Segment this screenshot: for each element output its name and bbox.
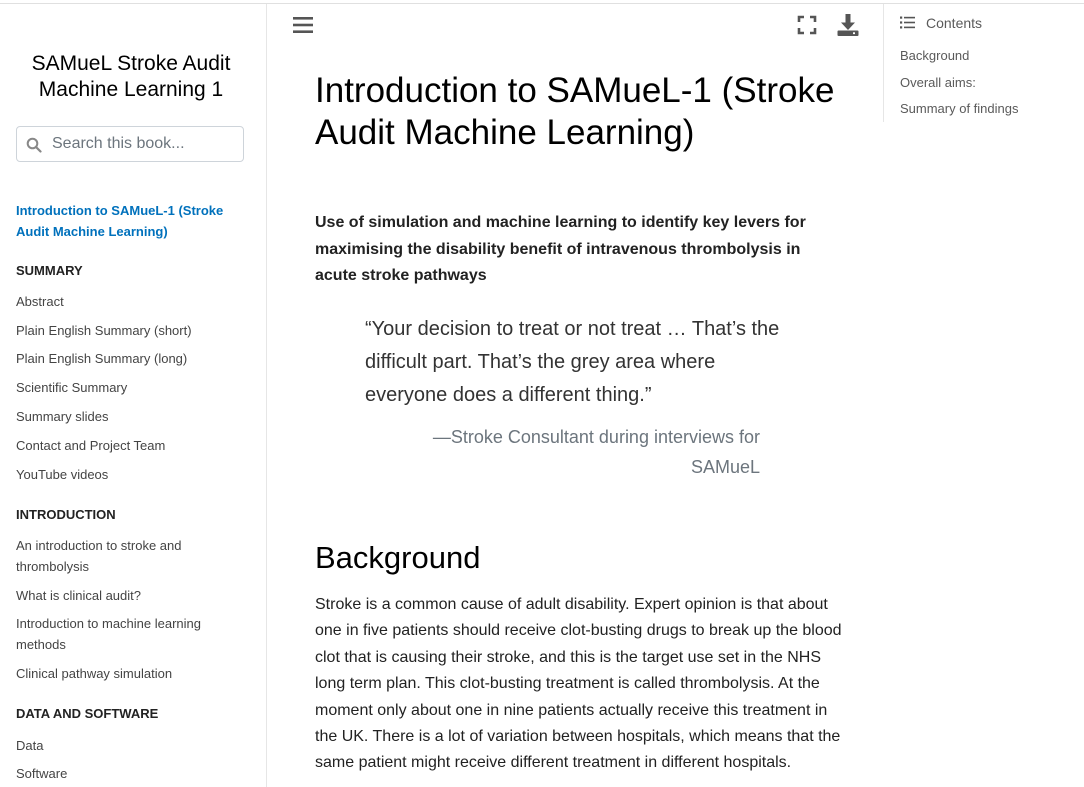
toc-item-summary-findings[interactable]: Summary of findings xyxy=(900,101,1019,116)
toc-item-background[interactable]: Background xyxy=(900,48,970,63)
nav-item-software[interactable]: Software xyxy=(16,766,68,781)
sidebar xyxy=(0,4,267,787)
page-title: Introduction to SAMueL-1 (Stroke Audit Machine Learning) xyxy=(315,71,835,152)
toc-label: Contents xyxy=(926,15,983,31)
nav-item-introduction-samuel-1[interactable]: Introduction to SAMueL-1 (Stroke Audit Machine Learning) xyxy=(16,203,224,239)
nav-heading-data-software: DATA AND SOFTWARE xyxy=(16,706,159,721)
nav-item-youtube-videos[interactable]: YouTube videos xyxy=(16,467,109,482)
page-subtitle: Use of simulation and machine learning to identify key levers for maximising the disability benefit of intravenous thrombolysis in acute stroke pathways xyxy=(315,214,806,284)
list-icon xyxy=(900,16,915,29)
search-input[interactable] xyxy=(52,127,237,161)
background-paragraph: Stroke is a common cause of adult disability. Expert opinion is that about one in five patients should receive clot-busting drugs to break up the blood clot that is causing their stroke, and this is the target use set in the NHS long term plan. This clot-busting treatment is called thrombolysis. At the moment only about one in nine patients actually receive this treatment in the UK. There is a lot of variation between hospitals, which means that the same patient might receive different treatment in different hospitals. xyxy=(315,596,842,772)
fullscreen-icon[interactable] xyxy=(797,15,817,35)
section-heading-background: Background xyxy=(315,540,481,575)
nav-item-contact-project-team[interactable]: Contact and Project Team xyxy=(16,438,166,453)
toc-item-overall-aims[interactable]: Overall aims: xyxy=(900,75,976,90)
nav-item-plain-english-long[interactable]: Plain English Summary (long) xyxy=(16,351,188,366)
epigraph-quote: “Your decision to treat or not treat … That’s the difficult part. That’s the grey area where everyone does a different thing.” xyxy=(365,318,780,406)
nav-item-plain-english-short[interactable]: Plain English Summary (short) xyxy=(16,323,192,338)
nav-heading-summary: SUMMARY xyxy=(16,263,83,278)
hamburger-menu-icon[interactable] xyxy=(292,15,314,35)
nav-item-clinical-audit[interactable]: What is clinical audit? xyxy=(16,588,141,603)
nav-item-summary-slides[interactable]: Summary slides xyxy=(16,409,109,424)
nav-item-scientific-summary[interactable]: Scientific Summary xyxy=(16,380,128,395)
nav-item-data[interactable]: Data xyxy=(16,738,44,753)
book-title[interactable]: SAMueL Stroke Audit Machine Learning 1 xyxy=(31,52,231,101)
nav-item-intro-machine-learning[interactable]: Introduction to machine learning methods xyxy=(16,616,202,652)
search-icon xyxy=(26,137,42,153)
epigraph-attribution: —Stroke Consultant during interviews for SAMueL xyxy=(432,427,760,477)
download-icon[interactable] xyxy=(836,13,860,37)
nav-item-abstract[interactable]: Abstract xyxy=(16,294,64,309)
table-of-contents xyxy=(883,4,1074,122)
nav-heading-introduction: INTRODUCTION xyxy=(16,507,116,522)
nav-item-intro-stroke-thrombolysis[interactable]: An introduction to stroke and thrombolysis xyxy=(16,538,182,574)
search-box[interactable] xyxy=(16,126,244,162)
nav-item-clinical-pathway-simulation[interactable]: Clinical pathway simulation xyxy=(16,666,173,681)
